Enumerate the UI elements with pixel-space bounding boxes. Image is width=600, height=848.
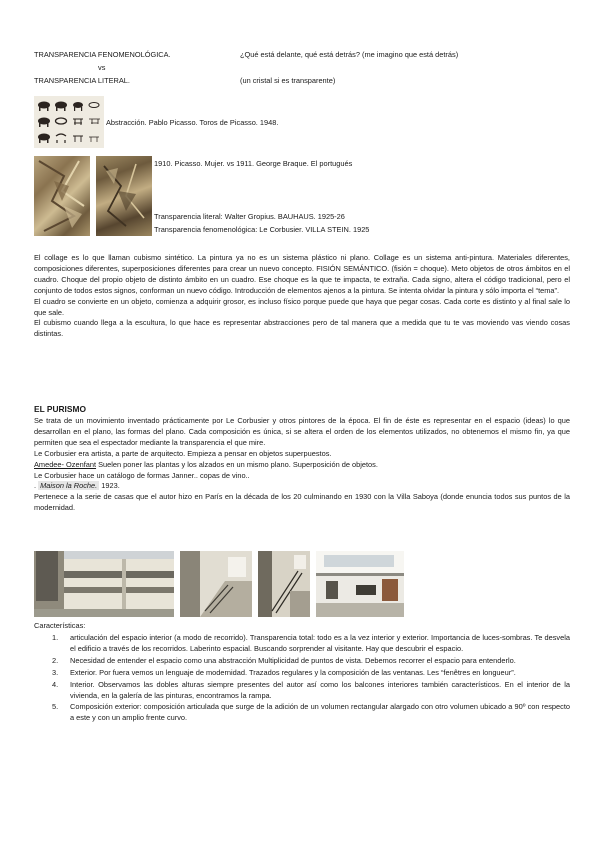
header-literal: TRANSPARENCIA LITERAL. — [34, 76, 130, 85]
collage-section — [34, 253, 570, 340]
list-item: 1. articulación del espacio interior (a modo de recorrido). Transparencia total: todo es a la vez interior y exterior. Importancia de luces-sombras. Te desvela el edificio a través de los recorridos. Laberinto espacial. Buscando sorprender al visitante. Hay que descubrir el espacio. — [52, 633, 570, 653]
purismo-paragraph-4: Le Corbusier hace un catálogo de formas Janner.. copas de vino.. — [34, 470, 250, 480]
la-roche-year: 1923. — [99, 481, 120, 491]
list-item: 4. Interior. Observamos las dobles alturas siempre presentes del autor así como los balcones interiores también característicos. En el interior de la vivienda, en la galería de las pinturas, encontramos la rampa. — [52, 679, 570, 700]
list-item: 3. Exterior. Por fuera vemos un lenguaje de modernidad. Trazados regulares y la composición de las ventanas. Les “fenêtres en longueur”. — [52, 667, 516, 677]
caracteristicas-title: Características: — [34, 621, 86, 630]
purismo-paragraph-5 — [34, 481, 570, 492]
ozenfant-text: Suelen poner las plantas y los alzados en un mismo plano. Superposición de objetos. — [96, 459, 378, 469]
header-cristal: (un cristal si es transparente) — [240, 76, 336, 85]
purismo-paragraph-3 — [34, 460, 570, 471]
la-roche-gallery-photo — [316, 551, 404, 617]
corbusier-caption: Transparencia fenomenológica: Le Corbusier. VILLA STEIN. 1925 — [154, 225, 370, 234]
interior-stairs-icon — [258, 551, 310, 617]
maison-la-roche-title: Maison la Roche. — [40, 481, 98, 491]
purismo-paragraph-1: Se trata de un movimiento inventado prácticamente por Le Corbusier y otros pintores de la época. El fin de éste es representar en el espacio (ideas) lo que desarrollan en el plano, las formas del plano. Cada composición es única, si se altera el orden de los elementos utilizados, no obtenemos el mismo fin, ya que permiten que sea el espectador mediante la transparencia el que mire. — [34, 416, 570, 447]
header-fenomenologica: TRANSPARENCIA FENOMENOLÓGICA. — [34, 50, 171, 59]
building-exterior-icon — [34, 551, 174, 617]
collage-paragraph-2: El cuadro se convierte en un objeto, comienza a adquirir grosor, es incluso físico porque puede que haya que pegar cosas. Cada corte es distinto y al final sale lo que sale. — [34, 296, 570, 317]
braque-portugues-image — [96, 156, 152, 236]
header-vs: vs — [98, 63, 106, 72]
picasso-braque-caption: 1910. Picasso. Mujer. vs 1911. George Braque. El portugués — [154, 159, 353, 168]
gropius-caption: Transparencia literal: Walter Gropius. BAUHAUS. 1925-26 — [154, 212, 345, 221]
purismo-heading: EL PURISMO — [34, 404, 86, 414]
la-roche-interior-photo-1 — [180, 551, 252, 617]
picasso-caption: Abstracción. Pablo Picasso. Toros de Picasso. 1948. — [106, 118, 279, 127]
la-roche-exterior-photo — [34, 551, 174, 617]
list-item: 2. Necesidad de entender el espacio como una abstracción Multiplicidad de puntos de vista. Debemos recorrer el espacio para entenderlo. — [52, 655, 516, 665]
ozenfant-name: Amedee- Ozenfant — [34, 459, 97, 469]
caracteristicas-list — [34, 633, 570, 725]
header-question: ¿Qué está delante, qué está detrás? (me imagino que está detrás) — [240, 50, 459, 59]
purismo-paragraph-2: Le Corbusier era artista, a parte de arquitecto. Empieza a pensar en objetos superpuestos. — [34, 448, 332, 458]
bulls-drawing-icon — [34, 96, 104, 148]
cubist-painting-icon — [34, 156, 90, 236]
interior-stairs-icon — [180, 551, 252, 617]
picasso-bulls-image — [34, 96, 104, 148]
list-item: 5. Composición exterior: composición articulada que surge de la adición de un volumen rectangular alargado con otro volumen ubicado a 90º con respecto a este y con un amplio frente curvo. — [52, 702, 570, 723]
picasso-mujer-image — [34, 156, 90, 236]
gallery-interior-icon — [316, 551, 404, 617]
collage-paragraph-1: El collage es lo que llaman cubismo sintético. La pintura ya no es un sistema plástico ni plano. Collage es un sistema anti-pintura. Materiales diferentes, composiciones diferentes, superposiciones diferentes para crear un nuevo concepto. FISIÓN SEMÁNTICO. (fisión = choque). Meto objetos de otros ámbitos en el cuadro. Choque del propio objeto de distinto ámbito en un cuadro. Ese choque es la que te impacta, te extraña. Cada signo, altera el código tradicional, pero el conjunto de todos estos signos, conforman un nuevo código. Introducción de elementos ajenos a la pintura. Se intenta olvidar la pintura y sólo importa el “tema”. — [34, 253, 570, 295]
purismo-paragraph-6: Pertenece a la serie de casas que el autor hizo en París en la década de los 20 culminando en 1930 con la Villa Saboya (donde enuncia todos sus puntos de la modernidad. — [34, 492, 570, 513]
la-roche-prefix: . — [34, 481, 39, 491]
cubist-painting-icon — [96, 156, 152, 236]
collage-paragraph-3: El cubismo cuando llega a la escultura, lo que hace es representar abstracciones pero de tal manera que a medida que tu te vas moviendo vas viendo cosas distintas. — [34, 318, 570, 339]
purismo-section — [34, 416, 570, 514]
la-roche-interior-photo-2 — [258, 551, 310, 617]
